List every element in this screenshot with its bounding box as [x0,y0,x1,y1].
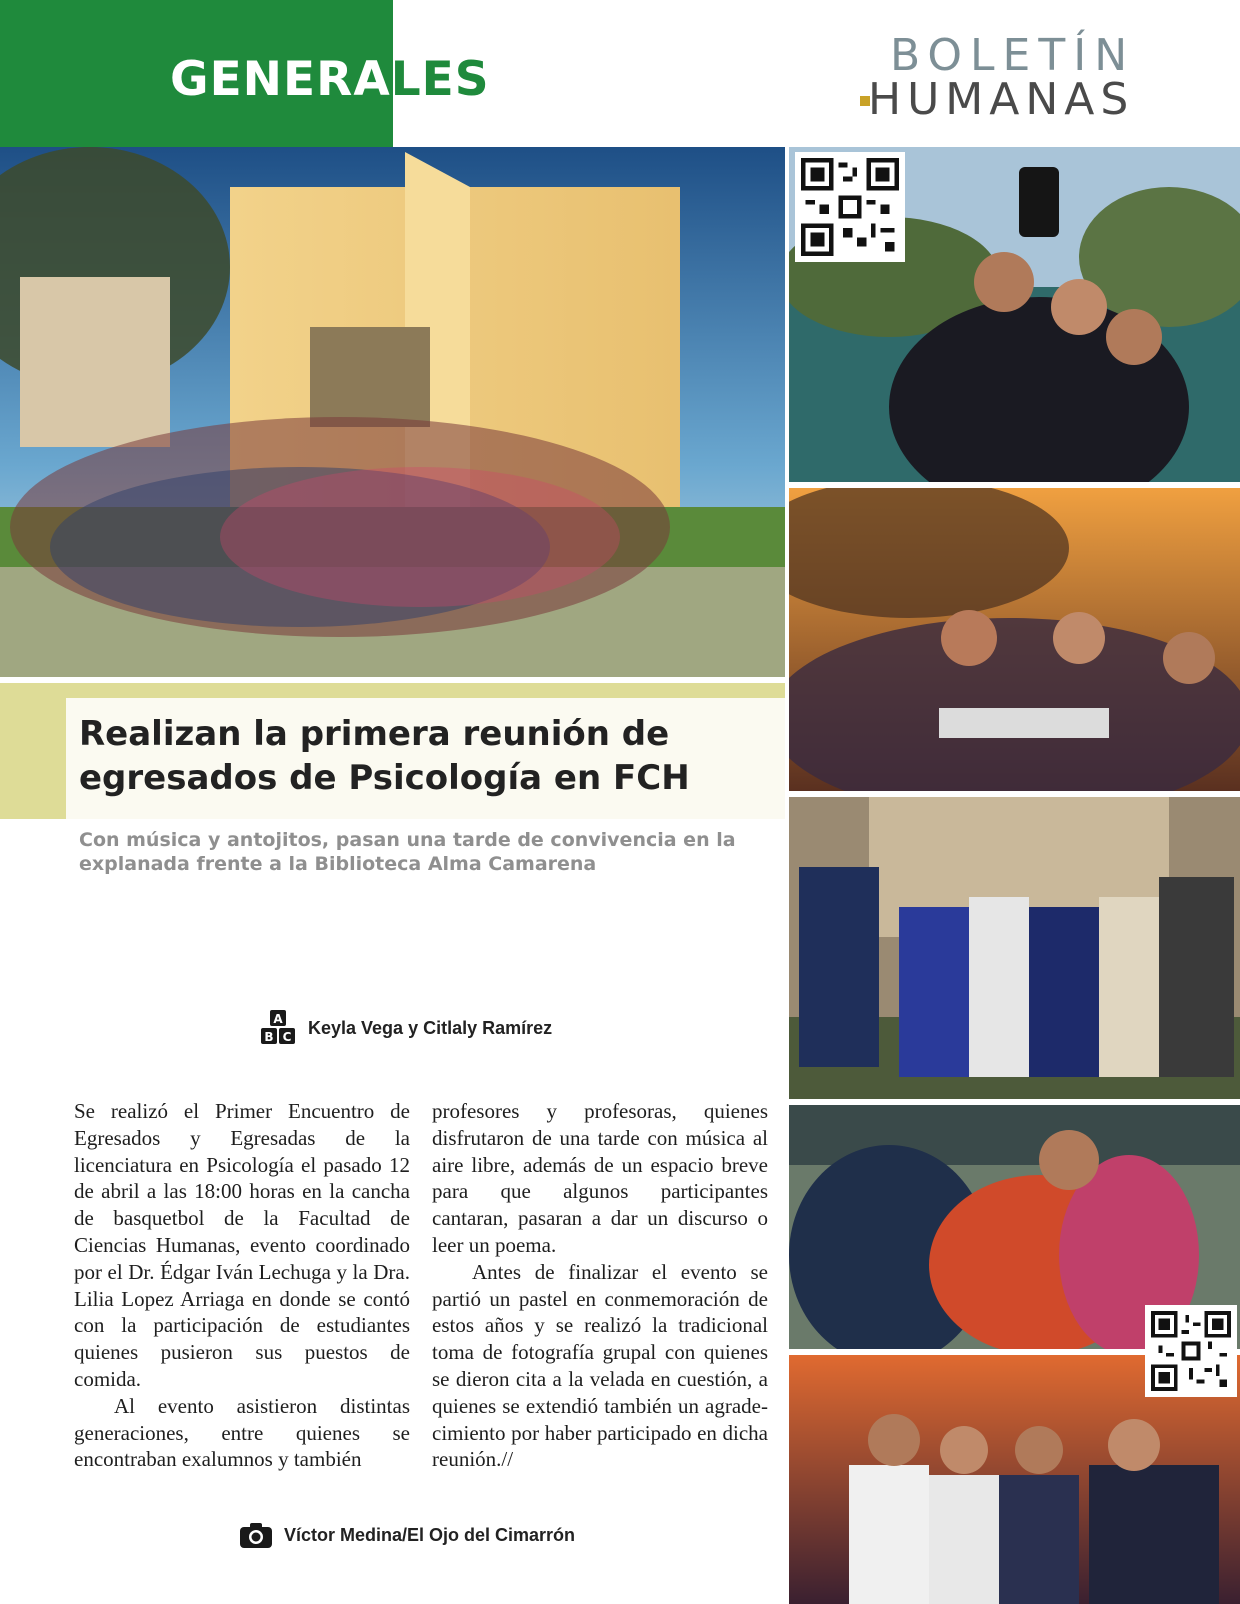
paragraph: profesores y profesoras, quienes disfrutaron de una tarde con música al aire libre, además de un espacio breve para que algunos participantes cantaran, pasaran a dar un discurso o leer un poema. [432,1099,768,1257]
headline-accent-bar [0,683,785,698]
paragraph: Se realizó el Primer Encuentro de Egresados y Egresadas de la licenciatura en Psicología el pasado 12 de abril a las 18:00 horas en la cancha de basquetbol de la Facultad de Ciencias Humanas, evento coordinado por el Dr. Édgar Iván Lechuga y la Dra. Lilia Lopez Arriaga en donde se contó con la participación de estudiantes quienes pusieron sus puestos de comida. [74,1099,410,1391]
brand-logo [860,30,1180,130]
photo-credit [240,1518,575,1552]
alumni-group-photo [789,797,1240,1099]
photo-credit-text: Víctor Medina/El Ojo del Cimarrón [284,1524,576,1545]
sunset-group-photo [789,488,1240,791]
qr-code-icon[interactable] [795,152,905,262]
paragraph: Antes de finalizar el evento se partió un pastel en conmemoración de estos años y se realizó la tradicional toma de fotografía grupal con quienes se dieron cita a la velada en cuestión, a quienes se extendió también un agrade-cimiento por haber participado en dicha reunión.// [432,1259,768,1472]
brand-top: BOLETÍN [890,30,1136,81]
main-group-photo [0,147,785,677]
svg-text:B: B [264,1030,274,1044]
headline-accent-side [0,683,66,819]
section-title-part-b: LES [390,52,490,107]
authors: Keyla Vega y Citlaly Ramírez [308,1017,553,1038]
abc-blocks-icon [260,1010,296,1046]
section-title-part-a: GENERA [170,52,391,107]
brand-bottom: HUMANAS [868,74,1135,125]
qr-code-icon[interactable] [1145,1305,1237,1397]
article-subhead: Con música y antojitos, pasan una tarde de convivencia en la explanada frente a la Biblioteca Alma Camarena [79,829,736,875]
article-headline: Realizan la primera reunión de egresados de Psicología en FCH [79,714,690,798]
svg-text:C: C [282,1030,292,1044]
svg-text:A: A [273,1012,283,1026]
section-title [170,52,490,107]
article-column-1 [74,1098,410,1473]
camera-icon [240,1522,272,1548]
article-column-2 [432,1098,768,1473]
byline [260,1010,552,1046]
paragraph: Al evento asistieron distintas generaciones, entre quienes se encontraban exalumnos y también [74,1393,410,1472]
